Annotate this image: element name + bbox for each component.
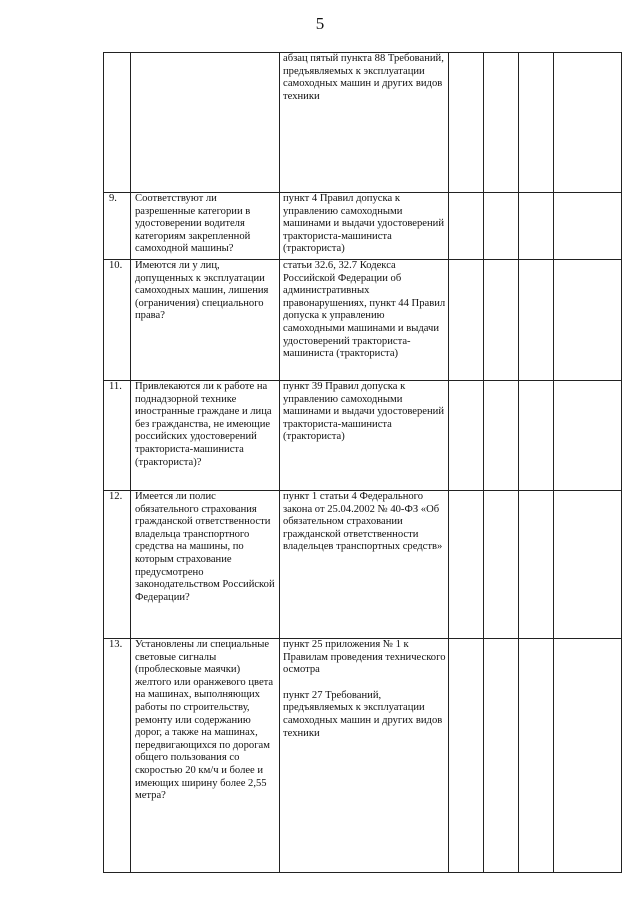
table-row <box>104 639 622 873</box>
table-row <box>104 381 622 491</box>
question-cell: Привлекаются ли к работе на поднадзорной технике иностранные граждане и лица без гражданства, не имеющие российских удостоверений тракториста-машиниста (тракториста)? <box>131 381 280 491</box>
answer-no-cell <box>484 381 519 491</box>
spacer <box>283 677 448 690</box>
table-row <box>104 260 622 381</box>
table-row <box>104 193 622 260</box>
reference-text: пункт 25 приложения № 1 к Правилам проведения технического осмотра <box>283 639 446 676</box>
question-cell: Установлены ли специальные световые сигналы (проблесковые маячки) желтого или оранжевого цвета на машинах, выполняющих работы по строительству, ремонту или содержанию дорог, а также на машинах, передвигающихся по дорогам общего пользования со скоростью 20 км/ч и более и имеющих ширину более 2,55 метра? <box>131 639 280 873</box>
table-row <box>104 53 622 193</box>
answer-na-cell <box>519 381 554 491</box>
row-number: 13. <box>104 639 131 873</box>
reference-cell: пункт 4 Правил допуска к управлению самоходными машинами и выдачи удостоверений тракториста-машиниста (тракториста) <box>280 193 449 260</box>
answer-no-cell <box>484 193 519 260</box>
page-number: 5 <box>315 14 325 33</box>
note-cell <box>554 491 622 639</box>
answer-no-cell <box>484 491 519 639</box>
answer-yes-cell <box>449 53 484 193</box>
row-number: 11. <box>104 381 131 491</box>
row-number: 10. <box>104 260 131 381</box>
question-cell: Имеется ли полис обязательного страхования гражданской ответственности владельца транспортного средства на машины, по которым страхование предусмотрено законодательством Российской Федерации? <box>131 491 280 639</box>
note-cell <box>554 260 622 381</box>
answer-no-cell <box>484 260 519 381</box>
table-row <box>104 491 622 639</box>
reference-cell: статьи 32.6, 32.7 Кодекса Российской Федерации об административных правонарушениях, пункт 44 Правил допуска к управлению самоходными машинами и выдачи удостоверений тракториста-машиниста (тракториста) <box>280 260 449 381</box>
answer-na-cell <box>519 260 554 381</box>
answer-na-cell <box>519 53 554 193</box>
reference-text-extra: пункт 27 Требований, предъявляемых к эксплуатации самоходных машин и других видов техники <box>283 689 443 739</box>
row-number: 9. <box>104 193 131 260</box>
answer-yes-cell <box>449 260 484 381</box>
answer-no-cell <box>484 639 519 873</box>
question-cell: Соответствуют ли разрешенные категории в удостоверении водителя категориям закрепленной самоходной машины? <box>131 193 280 260</box>
question-cell: Имеются ли у лиц, допущенных к эксплуатации самоходных машин, лишения (ограничения) специального права? <box>131 260 280 381</box>
note-cell <box>554 53 622 193</box>
note-cell <box>554 381 622 491</box>
reference-cell: абзац пятый пункта 88 Требований, предъявляемых к эксплуатации самоходных машин и других видов техники <box>280 53 449 193</box>
question-cell <box>131 53 280 193</box>
answer-yes-cell <box>449 491 484 639</box>
row-number: 12. <box>104 491 131 639</box>
checklist-table <box>103 52 622 873</box>
note-cell <box>554 193 622 260</box>
answer-na-cell <box>519 639 554 873</box>
answer-na-cell <box>519 193 554 260</box>
answer-yes-cell <box>449 639 484 873</box>
answer-yes-cell <box>449 381 484 491</box>
reference-cell: пункт 39 Правил допуска к управлению самоходными машинами и выдачи удостоверений тракториста-машиниста (тракториста) <box>280 381 449 491</box>
answer-yes-cell <box>449 193 484 260</box>
row-number <box>104 53 131 193</box>
reference-cell <box>280 639 449 873</box>
answer-na-cell <box>519 491 554 639</box>
answer-no-cell <box>484 53 519 193</box>
reference-cell: пункт 1 статьи 4 Федерального закона от 25.04.2002 № 40-ФЗ «Об обязательном страховании гражданской ответственности владельцев транспортных средств» <box>280 491 449 639</box>
note-cell <box>554 639 622 873</box>
